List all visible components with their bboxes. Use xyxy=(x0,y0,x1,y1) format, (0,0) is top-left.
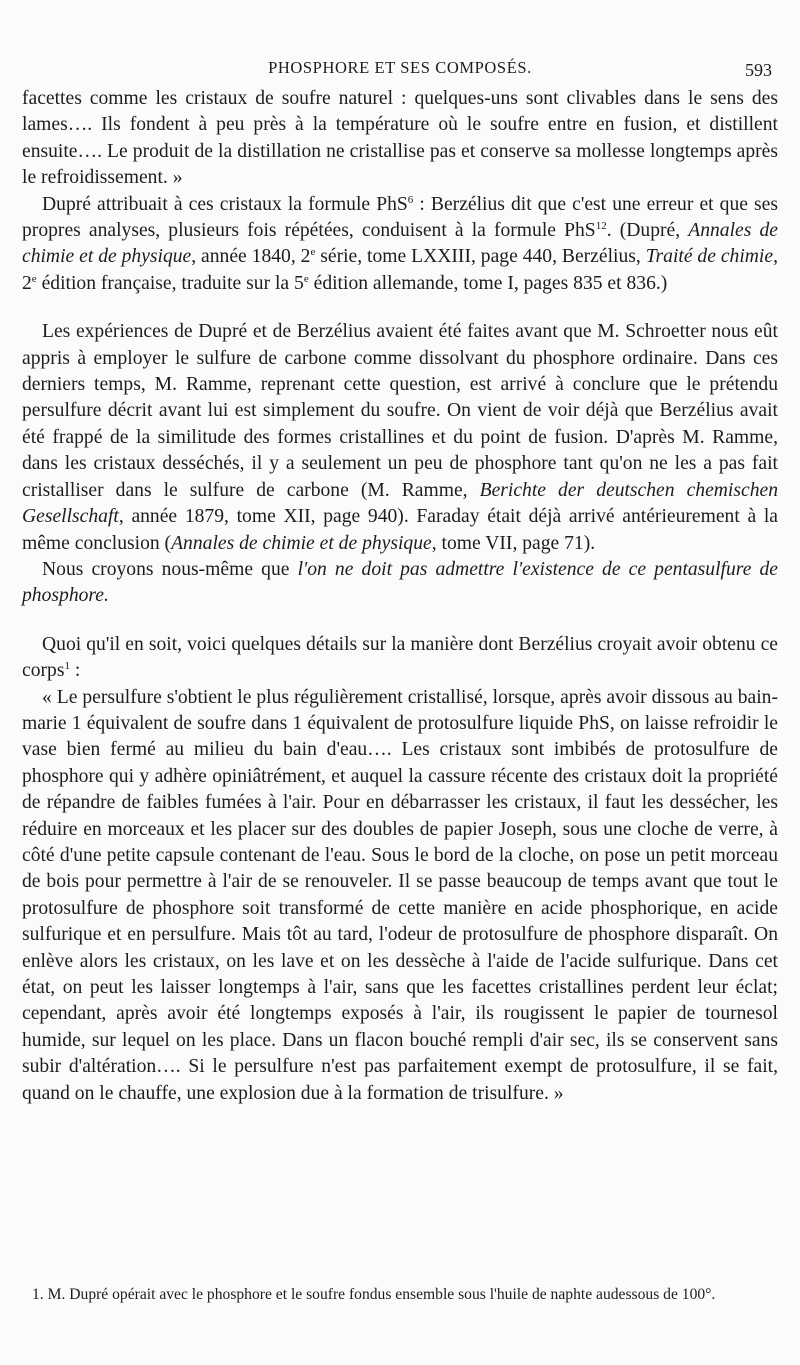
footnote-marker: 1 xyxy=(64,660,70,673)
text-run: édition allemande, tome I, pages 835 et 836.) xyxy=(308,272,668,294)
text-run: Dupré attribuait à ces cristaux la formule PhS xyxy=(42,193,408,215)
superscript: 12 xyxy=(595,220,607,233)
paragraph-text: facettes comme les cristaux de soufre naturel : quelques-uns sont clivables dans le sens des lames…. Ils fondent à peu près à la température où le soufre entre en fusion, et distillent ensuite…. Le produit de la distillation ne cristallise pas et conserve sa mollesse longtemps après le refroidissement. » xyxy=(22,88,778,189)
paragraph-text: « Le persulfure s'obtient le plus régulièrement cristallisé, lorsque, après avoir dissous au bain-marie 1 équivalent de soufre dans 1 équivalent de protosulfure liquide PhS, on laisse refroidir le vase bien fermé au milieu du bain d'eau…. Les cristaux sont imbibés de protosulfure de phosphore qui y adhère opiniâtrément, et auquel la cassure récente des cristaux doit la propriété de répandre de faibles fumées à l'air. Pour en débarrasser les cristaux, il faut les dessécher, les réduire en morceaux et les placer sur des doubles de papier Joseph, sous une cloche de verre, à côté d'une petite capsule contenant de l'eau. Sous le bord de la cloche, on pose un petit morceau de bois pour permettre à l'air de se renouveler. Il se passe beaucoup de temps avant que tout le protosulfure de phosphore soit transformé de cette manière en acide phosphorique, en acide sulfurique et en persulfure. Mais tôt au tard, l'odeur de protosulfure de phosphore disparaît. On enlève alors les cristaux, on les lave et on les dessèche à l'aide de l'acide sulfurique. Dans cet état, on peut les laisser longtemps à l'air, sans que les facettes cristallines perdent leur éclat; cependant, après avoir été longtemps exposés à l'air, ils rougissent le papier de tournesol humide, sur lequel on les place. Dans un flacon bouché rempli d'air sec, ils se conservent sans subir d'altération…. Si le persulfure n'est pas parfaitement exempt de protosulfure, il se fait, quand on le chauffe, une explosion due à la formation de trisulfure. » xyxy=(22,686,778,1104)
text-run: , 2 xyxy=(22,246,778,294)
text-run: édition française, traduite sur la 5 xyxy=(36,272,304,294)
superscript: e xyxy=(303,272,309,285)
paragraph-quotation xyxy=(22,685,778,1108)
text-run: : Berzélius dit que c'est une erreur et que ses propres analyses, plusieurs fois répétées, conduisent à la formule PhS xyxy=(22,193,778,242)
paragraph-conclusion xyxy=(22,557,778,610)
page-header xyxy=(0,54,800,84)
superscript: e xyxy=(310,246,316,259)
superscript: e xyxy=(31,272,37,285)
citation-title: Annales de chimie et de physique xyxy=(171,532,432,554)
citation-title: Berichte der deutschen chemischen Gesellschaft xyxy=(22,479,778,528)
text-run: , tome VII, page 71). xyxy=(431,532,596,554)
text-run: : xyxy=(69,660,81,682)
paragraph-continued xyxy=(22,86,778,192)
text-run: , année 1879, tome XII, page 940). Faraday était déjà arrivé antérieurement à la même conclusion ( xyxy=(22,506,778,554)
text-run: Quoi qu'il en soit, voici quelques détails sur la manière dont Berzélius croyait avoir obtenu ce corps xyxy=(22,633,778,682)
text-run: Nous croyons nous-même que xyxy=(42,558,298,580)
paragraph-intro xyxy=(22,632,778,685)
paragraph-formula xyxy=(22,192,778,298)
page-number: 593 xyxy=(745,60,772,80)
superscript: 6 xyxy=(407,193,414,206)
running-head: PHOSPHORE ET SES COMPOSÉS. xyxy=(268,58,532,77)
footnote xyxy=(22,1285,778,1305)
paragraph-experiments xyxy=(22,319,778,557)
emphasized-text: l'on ne doit pas admettre l'existence de ce pentasulfure de phosphore. xyxy=(22,558,778,607)
citation-title: Traité de chimie xyxy=(645,246,774,268)
text-run: , année 1840, 2 xyxy=(191,246,311,268)
citation-title: Annales de chimie et de physique xyxy=(22,220,778,268)
text-run: série, tome LXXIII, page 440, Berzélius, xyxy=(315,246,646,268)
text-run: . (Dupré, xyxy=(606,220,689,242)
body-text xyxy=(22,86,778,1107)
footnote-text: 1. M. Dupré opérait avec le phosphore et le soufre fondus ensemble sous l'huile de naphte audessous de 100°. xyxy=(32,1286,716,1303)
text-run: Les expériences de Dupré et de Berzélius avaient été faites avant que M. Schroetter nous eût appris à employer le sulfure de carbone comme dissolvant du phosphore ordinaire. Dans ces derniers temps, M. Ramme, reprenant cette question, est arrivé à conclure que le prétendu persulfure décrit avant lui est simplement du soufre. On vient de voir déjà que Berzélius avait été frappé de la similitude des formes cristallines et du point de fusion. D'après M. Ramme, dans les cristaux desséchés, il y a seulement un peu de phosphore tant qu'on ne les a pas fait cristalliser dans le sulfure de carbone (M. Ramme, xyxy=(22,321,778,501)
